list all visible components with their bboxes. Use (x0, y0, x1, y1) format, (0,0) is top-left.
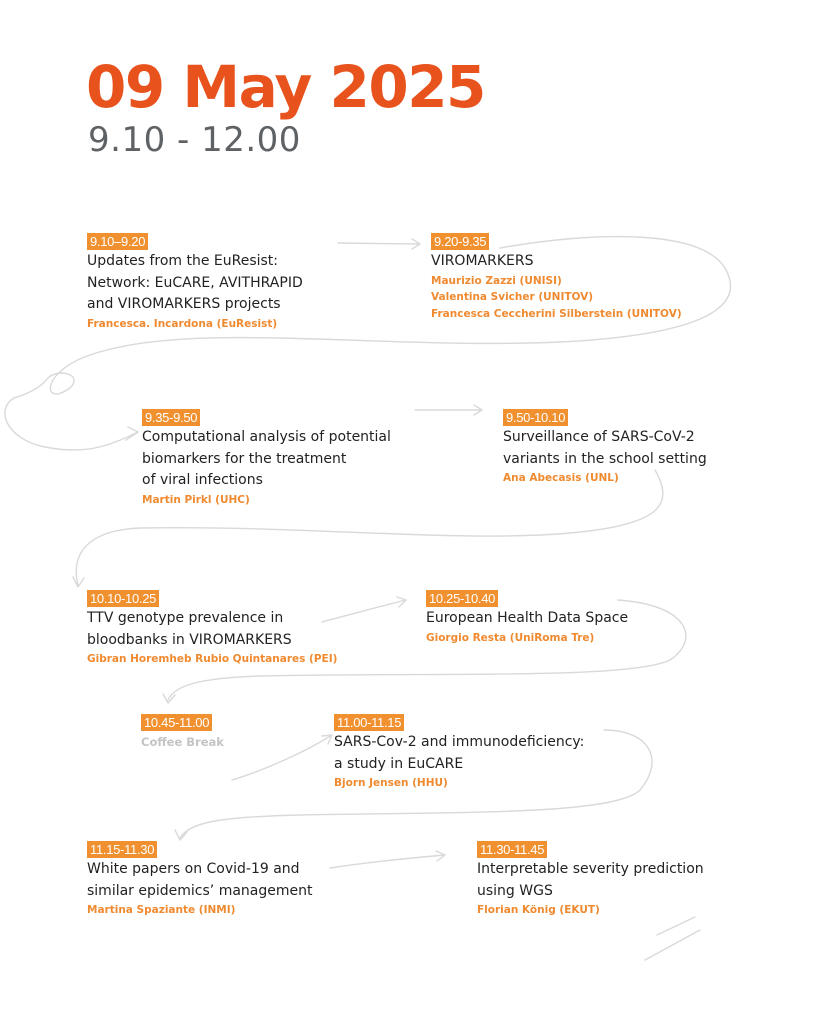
time-badge: 9.35-9.50 (142, 409, 200, 426)
coffee-break-card (141, 712, 224, 751)
session-card (426, 588, 628, 646)
coffee-break-label: Coffee Break (141, 735, 224, 749)
session-title (426, 608, 628, 630)
time-badge: 10.25-10.40 (426, 590, 498, 607)
session-card (334, 712, 584, 792)
session-title-line: Interpretable severity prediction (477, 861, 704, 877)
session-title (87, 608, 337, 651)
session-title-line: VIROMARKERS (431, 253, 534, 269)
session-card (477, 839, 704, 919)
session-title-line: and VIROMARKERS projects (87, 296, 281, 312)
event-time-range: 9.10 - 12.00 (88, 120, 301, 160)
speaker-name: Bjorn Jensen (HHU) (334, 777, 448, 789)
session-card (87, 231, 303, 332)
speaker-name: Gibran Horemheb Rubio Quintanares (PEI) (87, 653, 338, 665)
session-title-line: White papers on Covid-19 and (87, 861, 300, 877)
session-title-line: a study in EuCARE (334, 755, 464, 772)
time-badge: 10.45-11.00 (141, 714, 212, 731)
session-title-line: European Health Data Space (426, 610, 629, 626)
speaker-name: Giorgio Resta (UniRoma Tre) (426, 631, 595, 644)
curve-segment (657, 917, 695, 935)
session-title-line: bloodbanks in VIROMARKERS (87, 631, 292, 648)
speaker-name: Francesca Ceccherini Silberstein (UNITOV) (431, 307, 682, 320)
speaker-name: Francesca. Incardona (EuResist) (87, 317, 278, 330)
time-badge: 11.00-11.15 (334, 714, 404, 731)
session-title-line: of viral infections (142, 472, 263, 488)
speaker-name: Martin Pirkl (UHC) (142, 493, 250, 506)
session-title-line: using WGS (477, 882, 553, 899)
time-badge: 10.10-10.25 (87, 590, 159, 607)
session-title (503, 427, 707, 470)
speaker-name: Martina Spaziante (INMI) (87, 904, 236, 916)
session-card (87, 588, 337, 668)
session-title (477, 859, 704, 902)
speaker-name: Florian König (EKUT) (477, 904, 600, 916)
session-card (431, 231, 682, 322)
session-title (87, 251, 303, 316)
arrow-down-icon (73, 577, 84, 587)
time-badge: 9.20-9.35 (431, 233, 489, 250)
session-title-line: SARS-Cov-2 and immunodeficiency: (334, 734, 585, 750)
arrow-right-icon (415, 405, 482, 415)
time-badge: 9.50-10.10 (503, 409, 568, 426)
arrow-right-icon (126, 427, 138, 440)
session-title-line: TTV genotype prevalence in (87, 610, 284, 626)
time-badge: 11.30-11.45 (477, 841, 547, 858)
arrow-right-icon (338, 239, 420, 249)
session-title (431, 251, 682, 273)
curve-segment (645, 930, 700, 960)
arrow-right-icon (232, 735, 332, 780)
session-card (142, 407, 391, 508)
session-title-line: biomarkers for the treatment (142, 450, 347, 467)
session-title-line: Updates from the EuResist: (87, 253, 279, 269)
session-title-line: variants in the school setting (503, 450, 707, 467)
session-card (87, 839, 312, 919)
time-badge: 9.10–9.20 (87, 233, 148, 250)
session-title-line: Network: EuCARE, AVITHRAPID (87, 274, 303, 291)
arrow-right-icon (330, 851, 445, 868)
time-badge: 11.15-11.30 (87, 841, 157, 858)
session-title (142, 427, 391, 492)
session-title (87, 859, 312, 902)
speaker-name: Ana Abecasis (UNL) (503, 472, 619, 484)
session-title-line: similar epidemics’ management (87, 882, 313, 899)
event-date: 09 May 2025 (86, 53, 485, 121)
speaker-name: Valentina Svicher (UNITOV) (431, 291, 594, 303)
session-title-line: Computational analysis of potential (142, 429, 391, 445)
speaker-name: Maurizio Zazzi (UNISI) (431, 274, 562, 287)
session-card (503, 407, 707, 487)
session-title-line: Surveillance of SARS-CoV-2 (503, 429, 695, 445)
session-title (334, 732, 584, 775)
